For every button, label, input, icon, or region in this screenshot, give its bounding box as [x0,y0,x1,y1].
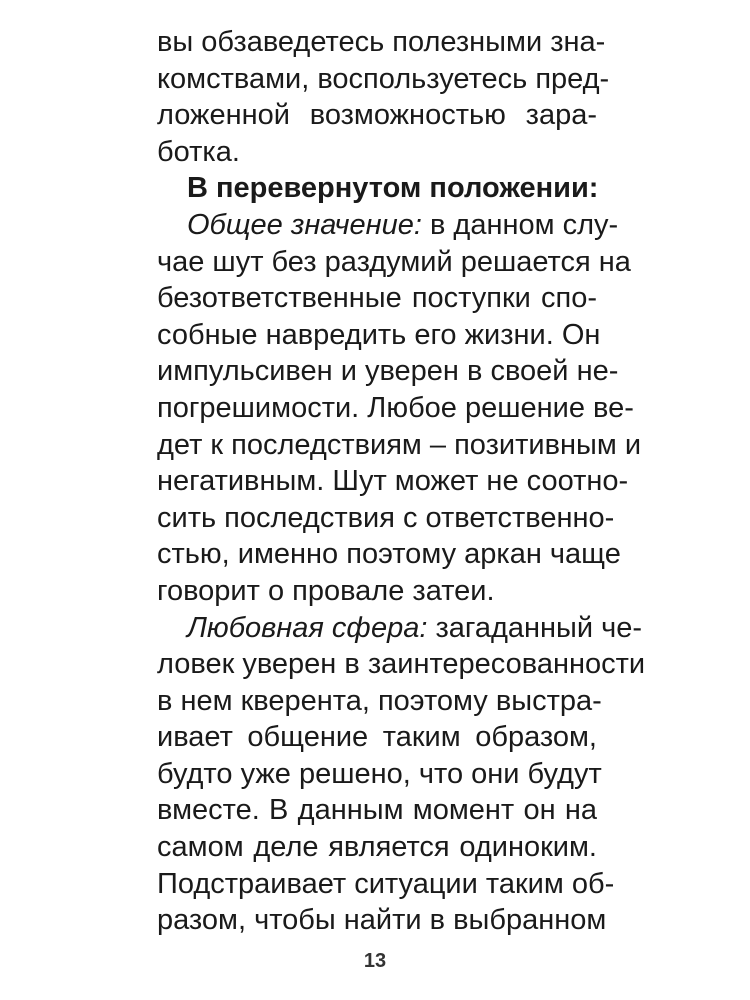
text-line: безответственные поступки спо- [157,282,597,315]
text-line: негативным. Шут может не соотно- [157,465,629,498]
text-line: самом деле является одиноким. [157,831,597,864]
text-line: ложенной возможностью зара- [157,99,597,132]
text-line: дет к последствиям – позитивным и [157,428,642,461]
page-number: 13 [363,950,387,972]
text-fragment: загаданный че- [435,611,643,644]
text-fragment: в данном слу- [429,208,619,241]
love-sphere-label: Любовная сфера: [187,611,428,644]
text-line: ботка. [157,135,240,168]
general-meaning-first-line [157,207,619,244]
text-line: ловек уверен в заинтересованности [157,648,646,681]
page-text [157,24,646,939]
text-line: говорит о провале затеи. [157,574,495,607]
text-line: Подстраивает ситуации таким об- [157,867,615,900]
text-line: комствами, воспользуетесь пред- [157,62,610,95]
section-heading: В перевернутом положении: [187,172,599,205]
text-line: погрешимости. Любое решение ве- [157,391,634,424]
love-sphere-first-line [157,610,643,647]
text-line: вы обзаведетесь полезными зна- [157,26,606,58]
text-line: чае шут без раздумий решается на [157,245,631,278]
text-line: вместе. В данным момент он на [157,794,597,827]
text-line: собные навредить его жизни. Он [157,318,601,351]
text-line: импульсивен и уверен в своей не- [157,355,619,388]
text-line: ивает общение таким образом, [157,721,597,754]
text-line: сить последствия с ответственно- [157,501,615,534]
text-line: в нем кверента, поэтому выстра- [157,684,602,717]
general-meaning-label: Общее значение: [187,208,422,241]
text-line: стью, именно поэтому аркан чаще [157,538,621,571]
text-line: будто уже решено, что они будут [157,757,602,790]
text-line: разом, чтобы найти в выбранном [157,904,607,937]
